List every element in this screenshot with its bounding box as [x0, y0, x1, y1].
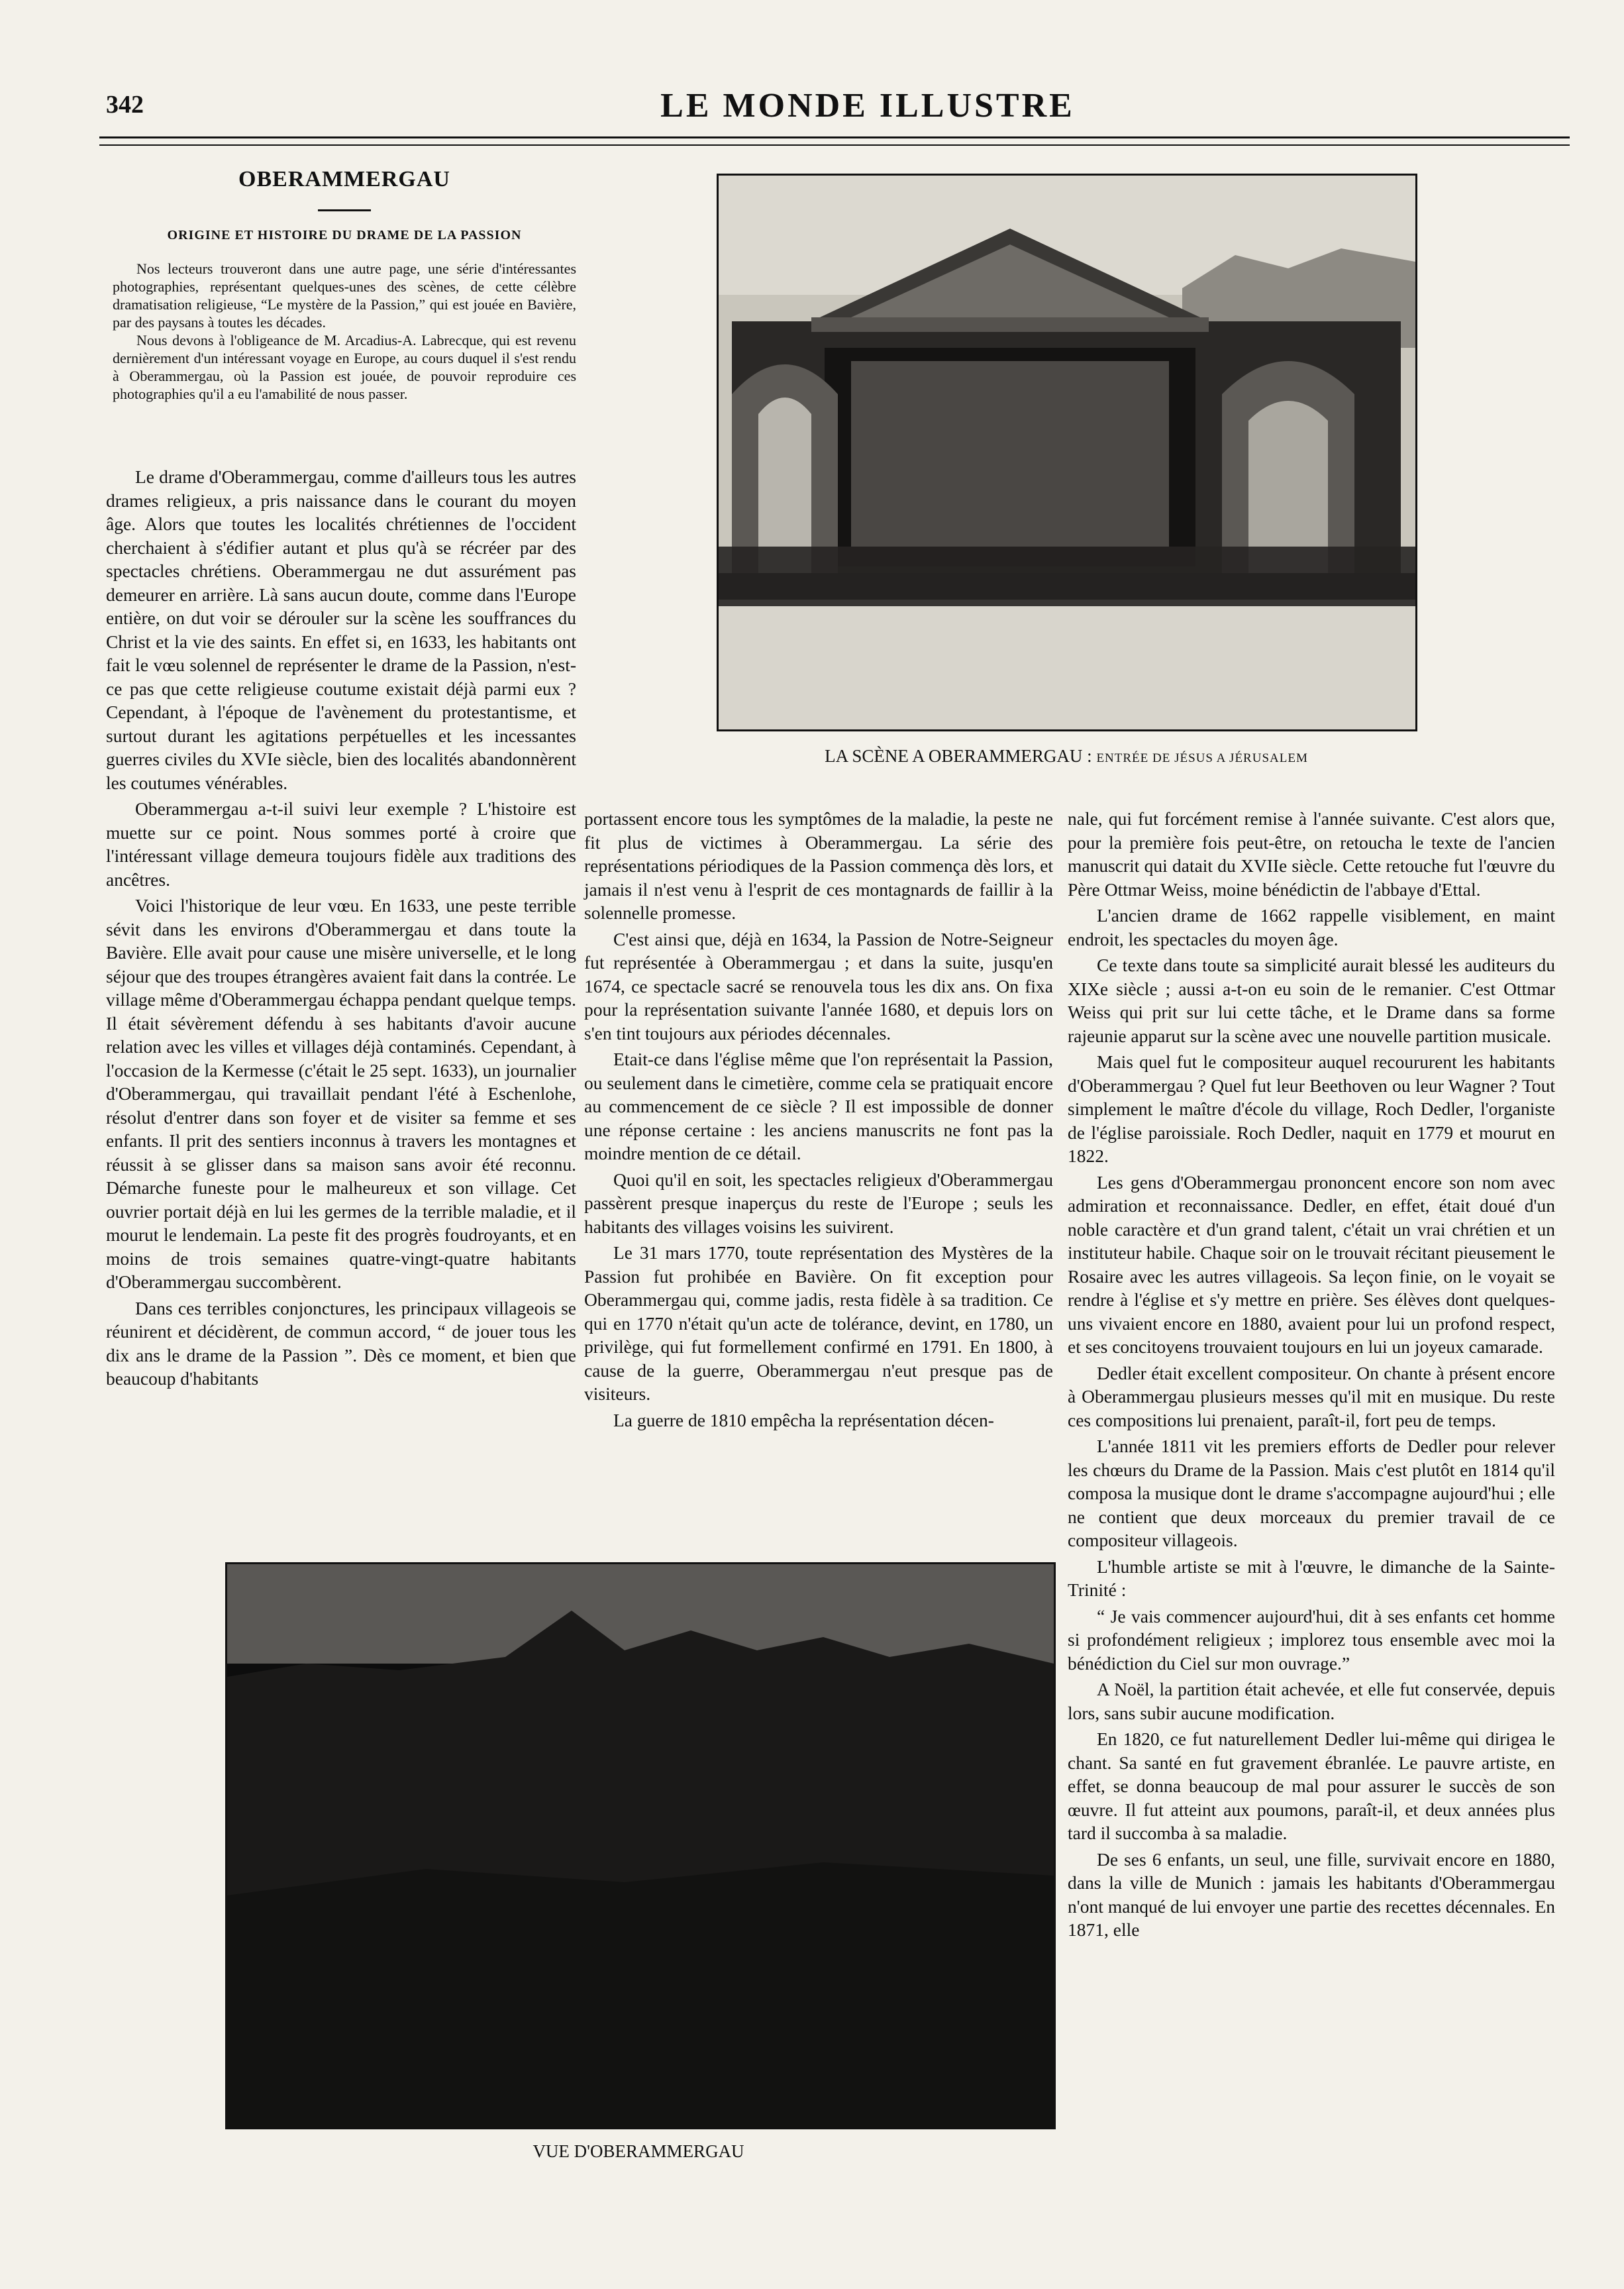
paragraph: L'ancien drame de 1662 rappelle visiblement, en maint endroit, les spectacles du moyen âge.: [1068, 905, 1555, 949]
paragraph: Mais quel fut le compositeur auquel recoururent les habitants d'Oberammergau ? Quel fut leur Beethoven ou leur Wagner ? Tout simplement le maître d'école du village, Roch Dedler, l'organiste de l'église paroissiale. Roch Dedler, naquit en 1779 et mourut en 1822.: [1068, 1051, 1555, 1166]
article-subtitle: ORIGINE ET HISTOIRE DU DRAME DE LA PASSION: [167, 228, 522, 242]
header-rule: [99, 136, 1570, 138]
masthead: LE MONDE ILLUSTRE: [660, 87, 1075, 125]
paragraph: A Noël, la partition était achevée, et elle fut conservée, depuis lors, sans subir aucune modification.: [1068, 1679, 1555, 1723]
paragraph: Les gens d'Oberammergau prononcent encore son nom avec admiration et reconnaissance. Dedler, en effet, était doué d'un noble caractère et d'un grand talent, c'était un vrai chrétien et un instituteur habile. Chaque soir on le trouvait récitant pieusement le Rosaire avec les autres villageois. Sa leçon finie, on le voyait se rendre à l'église et s'y mettre en prière. Ses élèves dont quelques-uns vivaient encore en 1880, avaient pour lui un profond respect, et ses concitoyens trouvaient toujours en lui un joyeux camarade.: [1068, 1171, 1555, 1357]
column-right: [1068, 807, 1555, 1942]
paragraph: La guerre de 1810 empêcha la représentation décen-: [613, 1409, 994, 1430]
paragraph: Le 31 mars 1770, toute représentation des Mystères de la Passion fut prohibée en Bavière. On fit exception pour Oberammergau qui, comme jadis, resta fidèle à sa tradition. Ce qui en 1770 n'était qu'un acte de tolérance, devint, en 1780, un privilège, qui fut formellement confirmé en 1791. En 1800, à cause de la guerre, Oberammergau n'eut presque pas de visiteurs.: [584, 1242, 1053, 1404]
column-left: [106, 465, 576, 1391]
paragraph: De ses 6 enfants, un seul, une fille, survivait encore en 1880, dans la ville de Munich : jamais les habitants d'Oberammergau n'ont manqué de lui envoyer une partie des recettes décennales. En 1871, elle: [1068, 1848, 1555, 1940]
page-number: 342: [106, 91, 144, 119]
caption-main: LA SCÈNE A OBERAMMERGAU :: [825, 746, 1092, 766]
article-title: OBERAMMERGAU: [238, 167, 450, 191]
intro-paragraph: Nos lecteurs trouveront dans une autre page, une série d'intéressantes photographies, représentant quelques-unes des scènes, de cette célèbre dramatisation religieuse, “Le mystère de la Passion,” qui est jouée en Bavière, par des paysans à toutes les décades.: [113, 260, 576, 331]
paragraph: L'humble artiste se mit à l'œuvre, le dimanche de la Sainte-Trinité :: [1068, 1556, 1555, 1600]
stage-photo: [717, 174, 1417, 731]
paragraph: L'année 1811 vit les premiers efforts de Dedler pour relever les chœurs du Drame de la Passion. Mais c'est plutôt en 1814 qu'il composa la musique dont le drame s'accompagne aujourd'hui ; elle ne contient que deux morceaux du premier travail de ce compositeur villageois.: [1068, 1436, 1555, 1550]
paragraph: Quoi qu'il en soit, les spectacles religieux d'Oberammergau passèrent presque inaperçus du reste de l'Europe ; seuls les habitants des villages voisins les suivirent.: [584, 1169, 1053, 1237]
paragraph: Etait-ce dans l'église même que l'on représentait la Passion, ou seulement dans le cimetière, comme cela se pratiquait encore au commencement de ce siècle ? Il est impossible de donner une réponse certaine : les anciens manuscrits ne font pas la moindre mention de ce détail.: [584, 1049, 1053, 1163]
stage-photo-caption: [702, 746, 1431, 767]
paragraph: C'est ainsi que, déjà en 1634, la Passion de Notre-Seigneur fut représentée à Oberammergau ; et dans la suite, jusqu'en 1674, ce spectacle sacré se renouvela tous les dix ans. On fixa pour la représentation suivante l'année 1680, et depuis lors on s'en tint toujours aux périodes décennales.: [584, 928, 1053, 1043]
intro-note: [113, 260, 576, 403]
paragraph: Dans ces terribles conjonctures, les principaux villageois se réunirent et décidèrent, de commun accord, “ de jouer tous les dix ans le drame de la Passion ”. Dès ce moment, et bien que beaucoup d'habitants: [106, 1297, 576, 1389]
village-illustration: [227, 1564, 1054, 2127]
paragraph: Le drame d'Oberammergau, comme d'ailleurs tous les autres drames religieux, a pris naissance dans le courant du moyen âge. Alors que toutes les localités chrétiennes de l'occident cherchaient à s'édifier autant et plus qu'à se récréer par des spectacles chrétiens. Oberammergau ne dut assurément pas demeurer en arrière. Là sans aucun doute, comme dans l'Europe entière, on dut voir se dérouler sur la scène les souffrances du Christ et la vie des saints. En effet si, en 1633, les habitants ont fait le vœu solennel de représenter le drame de la Passion, n'est-ce pas que cette religieuse coutume existait déjà parmi eux ? Cependant, à l'époque de l'avènement du protestantisme, et surtout durant les agitations perpétuelles et les incessantes guerres civiles du XVIe siècle, bien des localités abandonnèrent les coutumes vénérables.: [106, 466, 576, 793]
title-divider: [318, 209, 371, 211]
village-view-caption: VUE D'OBERAMMERGAU: [533, 2141, 744, 2161]
paragraph: Oberammergau a-t-il suivi leur exemple ? L'histoire est muette sur ce point. Nous sommes porté à croire que l'intéressant village demeura toujours fidèle aux traditions des ancêtres.: [106, 798, 576, 890]
paragraph: “ Je vais commencer aujourd'hui, dit à ses enfants cet homme si profondément religieux ; implorez tous ensemble avec moi la bénédiction du Ciel sur mon ouvrage.”: [1068, 1605, 1555, 1674]
paragraph: Voici l'historique de leur vœu. En 1633, une peste terrible sévit dans les environs d'Oberammergau et dans toute la Bavière. Elle avait pour cause une misère universelle, et le long séjour que des troupes étrangères avaient fait dans la contrée. Le village même d'Oberammergau échappa pendant quelque temps. Il était sévèrement défendu à ses habitants d'avoir aucune relation avec les villes et villages déjà contaminés. Cependant, à l'occasion de la Kermesse (c'était le 25 sept. 1633), un journalier d'Oberammergau, qui travaillait pendant l'été à Eschenlohe, résolut d'entrer dans son foyer et de visiter sa femme et ses enfants. Il prit des sentiers inconnus à travers les montagnes et réussit à se glisser dans sa maison sans avoir été reconnu. Démarche funeste pour le malheureux et son village. Cet ouvrier portait déjà en lui les germes de la terrible maladie, et il mourut le lendemain. La peste fit des progrès foudroyants, et en moins de trois semaines quatre-vingt-quatre habitants d'Oberammergau succombèrent.: [106, 895, 576, 1292]
paragraph: Dedler était excellent compositeur. On chante à présent encore à Oberammergau plusieurs messes qu'il mit en musique. Du reste ces compositions lui prenaient, paraît-il, fort peu de temps.: [1068, 1362, 1555, 1430]
column-middle: [584, 807, 1053, 1432]
caption-sub: ENTRÉE DE JÉSUS A JÉRUSALEM: [1096, 751, 1308, 765]
paragraph: nale, qui fut forcément remise à l'année suivante. C'est alors que, pour la première fois peut-être, on retoucha le texte de l'ancien manuscrit qui datait du XVIIe siècle. Cette retouche fut l'œuvre du Père Ottmar Weiss, moine bénédictin de l'abbaye d'Ettal.: [1068, 808, 1555, 900]
stage-illustration: [719, 176, 1415, 729]
village-view-photo: [225, 1562, 1056, 2129]
paragraph: portassent encore tous les symptômes de la maladie, la peste ne fit plus de victimes à Oberammergau. La série des représentations périodiques de la Passion commença dès lors, et jamais il n'est venu à l'esprit de ces montagnards de faillir à la solennelle promesse.: [584, 808, 1053, 923]
header-rule-thin: [99, 144, 1570, 146]
intro-paragraph: Nous devons à l'obligeance de M. Arcadius-A. Labrecque, qui est revenu dernièrement d'un intéressant voyage en Europe, au cours duquel il s'est rendu à Oberammergau, où la Passion est jouée, de pouvoir reproduire ces photographies qu'il a eu l'amabilité de nous passer.: [113, 332, 576, 402]
paragraph: En 1820, ce fut naturellement Dedler lui-même qui dirigea le chant. Sa santé en fut gravement ébranlée. Le pauvre artiste, en effet, se donna beaucoup de mal pour assurer le succès de son œuvre. Il fut atteint aux poumons, paraît-il, et deux années plus tard il succomba à sa maladie.: [1068, 1729, 1555, 1843]
paragraph: Ce texte dans toute sa simplicité aurait blessé les auditeurs du XIXe siècle ; aussi a-t-on eu soin de le remanier. C'est Ottmar Weiss qui prit sur lui cette tâche, et le Drame dans sa forme rajeunie apparut sur la scène avec une nouvelle partition musicale.: [1068, 955, 1555, 1046]
